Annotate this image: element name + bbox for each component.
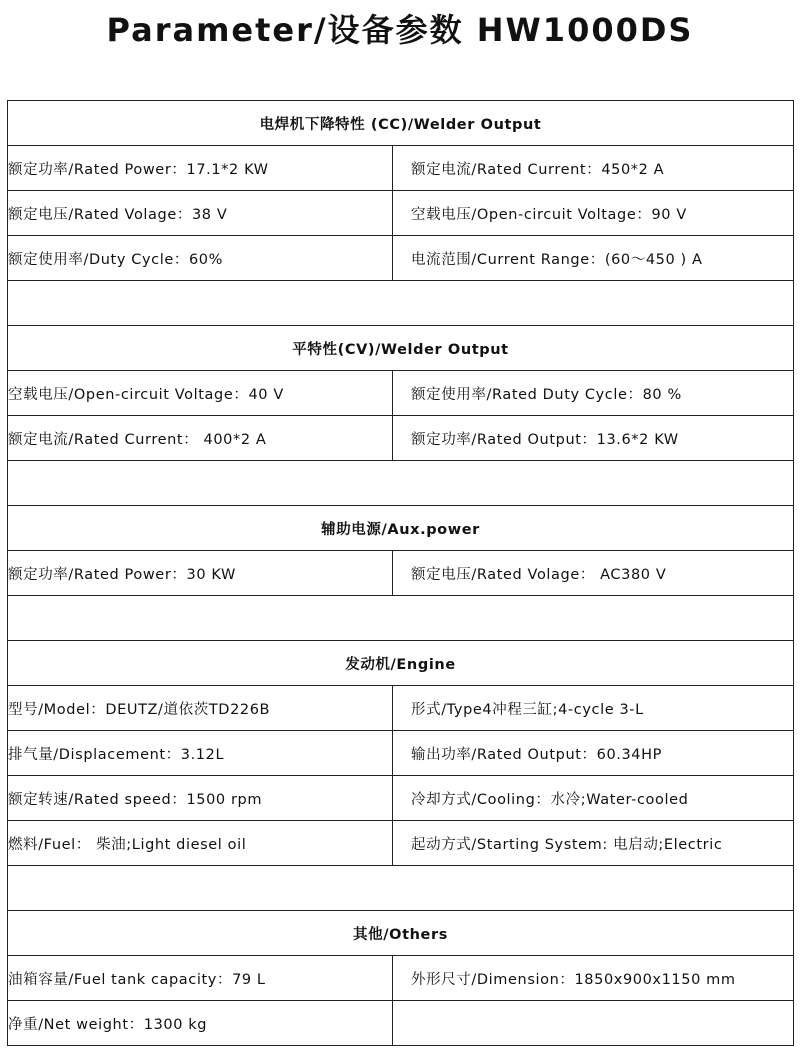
- param-cell-left: [8, 236, 393, 281]
- param-value: DEUTZ/道依茨TD226B: [105, 701, 271, 718]
- section-heading: 其他/Others: [8, 911, 794, 956]
- section-heading: 电焊机下降特性 (CC)/Welder Output: [8, 101, 794, 146]
- param-value: 450*2 A: [601, 161, 665, 178]
- param-cell-right: [393, 731, 794, 776]
- spacer-cell: [8, 866, 794, 911]
- param-cell-left: [8, 731, 393, 776]
- table-row: [8, 191, 794, 236]
- param-cell-left: [8, 821, 393, 866]
- section-heading: 平特性(CV)/Welder Output: [8, 326, 794, 371]
- section-heading: 辅助电源/Aux.power: [8, 506, 794, 551]
- param-cell-left: [8, 146, 393, 191]
- param-value: 60%: [188, 251, 223, 268]
- param-cell-left: [8, 956, 393, 1001]
- param-value: 38 V: [191, 206, 228, 223]
- param-value: 30 KW: [186, 566, 236, 583]
- param-value: 60.34HP: [596, 746, 662, 763]
- param-cell-left: [8, 776, 393, 821]
- section-header-row: [8, 641, 794, 686]
- param-value: 17.1*2 KW: [186, 161, 269, 178]
- parameter-table: [7, 100, 794, 1046]
- param-cell-left: [8, 686, 393, 731]
- param-cell-right: [393, 686, 794, 731]
- spacer-row: [8, 461, 794, 506]
- param-label: 冷却方式/Cooling：: [411, 791, 551, 808]
- spacer-cell: [8, 281, 794, 326]
- param-cell-right: [393, 551, 794, 596]
- table-row: [8, 731, 794, 776]
- param-label: 油箱容量/Fuel tank capacity：: [8, 971, 233, 988]
- param-cell-right: [393, 776, 794, 821]
- param-label: 额定电流/Rated Current：: [8, 431, 199, 448]
- param-value: AC380 V: [594, 566, 667, 583]
- table-row: [8, 821, 794, 866]
- table-row: [8, 686, 794, 731]
- param-value: 40 V: [248, 386, 284, 403]
- table-row: [8, 956, 794, 1001]
- param-label: 额定功率/Rated Power：: [8, 566, 187, 583]
- spacer-row: [8, 866, 794, 911]
- param-value: 水冷;Water-cooled: [550, 791, 689, 808]
- section-header-row: [8, 506, 794, 551]
- param-label: 净重/Net weight：: [8, 1016, 144, 1033]
- spacer-cell: [8, 596, 794, 641]
- spacer-row: [8, 596, 794, 641]
- param-label: 额定使用率/Rated Duty Cycle：: [411, 386, 643, 403]
- param-label: 起动方式/Starting System:: [411, 836, 608, 853]
- param-cell-left: [8, 551, 393, 596]
- param-cell-right: [393, 146, 794, 191]
- param-label: 额定电压/Rated Volage：: [8, 206, 192, 223]
- param-value: 3.12L: [180, 746, 225, 763]
- param-cell-right: [393, 191, 794, 236]
- param-label: 额定使用率/Duty Cycle：: [8, 251, 189, 268]
- param-label: 额定电压/Rated Volage：: [411, 566, 595, 583]
- param-label: 空载电压/Open-circuit Voltage：: [411, 206, 652, 223]
- param-cell-right: [393, 956, 794, 1001]
- param-cell-right: [393, 1001, 794, 1046]
- param-label: 型号/Model：: [8, 701, 106, 718]
- param-value: 1300 kg: [143, 1016, 208, 1033]
- param-value: 13.6*2 KW: [596, 431, 679, 448]
- section-heading: 发动机/Engine: [8, 641, 794, 686]
- param-label: 形式/Type: [411, 701, 483, 718]
- param-label: 燃料/Fuel：: [8, 836, 91, 853]
- param-value: 4冲程三缸;4-cycle 3-L: [482, 701, 644, 718]
- param-cell-left: [8, 191, 393, 236]
- table-row: [8, 416, 794, 461]
- param-value: 柴油;Light diesel oil: [90, 836, 247, 853]
- param-cell-left: [8, 371, 393, 416]
- param-label: 额定电流/Rated Current：: [411, 161, 602, 178]
- table-row: [8, 776, 794, 821]
- section-header-row: [8, 101, 794, 146]
- param-cell-right: [393, 236, 794, 281]
- table-row: [8, 146, 794, 191]
- spacer-cell: [8, 461, 794, 506]
- param-label: 额定转速/Rated speed：: [8, 791, 187, 808]
- param-value: 90 V: [651, 206, 687, 223]
- param-value: (60～450 ) A: [604, 251, 703, 268]
- spacer-row: [8, 281, 794, 326]
- table-row: [8, 551, 794, 596]
- param-value: 1500 rpm: [186, 791, 263, 808]
- param-value: 电启动;Electric: [607, 836, 723, 853]
- param-label: 电流范围/Current Range：: [411, 251, 605, 268]
- section-header-row: [8, 326, 794, 371]
- table-row: [8, 1001, 794, 1046]
- param-label: 排气量/Displacement：: [8, 746, 181, 763]
- param-label: 空载电压/Open-circuit Voltage：: [8, 386, 249, 403]
- param-cell-right: [393, 821, 794, 866]
- param-label: 外形尺寸/Dimension：: [411, 971, 575, 988]
- param-label: 输出功率/Rated Output：: [411, 746, 597, 763]
- param-value: 1850x900x1150 mm: [574, 971, 736, 988]
- param-cell-left: [8, 1001, 393, 1046]
- table-row: [8, 236, 794, 281]
- param-value: 80 %: [642, 386, 682, 403]
- table-row: [8, 371, 794, 416]
- section-header-row: [8, 911, 794, 956]
- param-value: 79 L: [232, 971, 266, 988]
- page-title: Parameter/设备参数 HW1000DS: [106, 11, 694, 49]
- param-label: 额定功率/Rated Power：: [8, 161, 187, 178]
- param-cell-right: [393, 416, 794, 461]
- param-cell-right: [393, 371, 794, 416]
- param-label: 额定功率/Rated Output：: [411, 431, 597, 448]
- param-value: 400*2 A: [198, 431, 267, 448]
- param-cell-left: [8, 416, 393, 461]
